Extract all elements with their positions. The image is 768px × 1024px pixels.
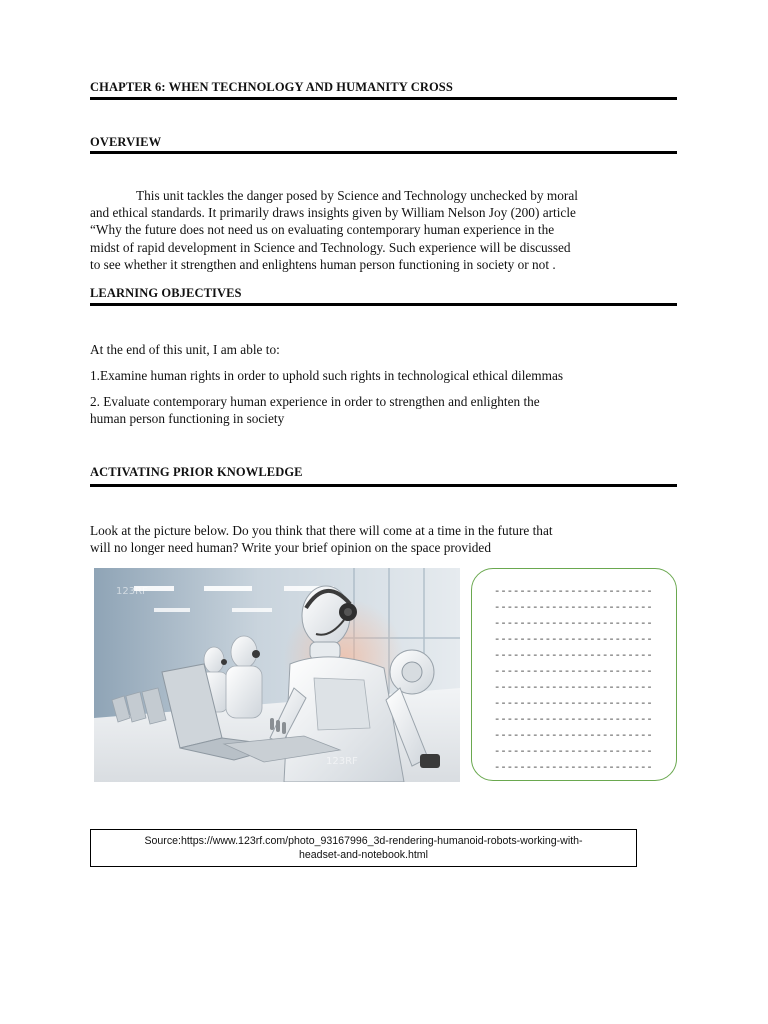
answer-line[interactable]: -------------------------: [494, 682, 653, 694]
overview-line: “Why the future does not need us on evaluating contemporary human experience in the: [90, 222, 555, 238]
answer-line[interactable]: -------------------------: [494, 618, 653, 630]
source-line: Source:https://www.123rf.com/photo_93167996_3d-rendering-humanoid-robots-working-with-: [144, 835, 583, 847]
objective-item-1: 1.Examine human rights in order to uphold such rights in technological ethical dilemmas: [90, 368, 564, 383]
objective-item-2-line: 2. Evaluate contemporary human experience in order to strengthen and enlighten the: [90, 394, 540, 409]
answer-line[interactable]: -------------------------: [494, 602, 653, 614]
overview-rule: [90, 151, 677, 154]
overview-line: and ethical standards. It primarily draws insights given by William Nelson Joy (200) article: [90, 205, 576, 221]
overview-paragraph: [90, 187, 677, 273]
activating-prompt: [90, 522, 677, 556]
answer-line[interactable]: -------------------------: [494, 714, 653, 726]
chapter-title-rule: [90, 97, 677, 100]
overview-line: This unit tackles the danger posed by Science and Technology unchecked by moral: [136, 188, 578, 203]
answer-line[interactable]: -------------------------: [494, 666, 653, 678]
image-watermark: 123RF: [326, 756, 358, 767]
answer-line[interactable]: -------------------------: [494, 730, 653, 742]
image-source-box: [90, 829, 637, 867]
answer-line[interactable]: -------------------------: [494, 746, 653, 758]
objective-item-2-line: human person functioning in society: [90, 411, 285, 427]
answer-line[interactable]: -------------------------: [494, 586, 653, 598]
overview-line: to see whether it strengthen and enlightens human person functioning in society or not .: [90, 256, 556, 272]
answer-line[interactable]: -------------------------: [494, 634, 653, 646]
chapter-title: CHAPTER 6: WHEN TECHNOLOGY AND HUMANITY CROSS: [90, 80, 453, 94]
activating-heading: ACTIVATING PRIOR KNOWLEDGE: [90, 465, 303, 479]
activating-prompt-line: Look at the picture below. Do you think that there will come at a time in the future that: [90, 523, 553, 538]
answer-line[interactable]: -------------------------: [494, 650, 653, 662]
overview-line: midst of rapid development in Science and Technology. Such experience will be discussed: [90, 239, 571, 255]
opinion-answer-box[interactable]: [471, 568, 677, 781]
learning-objectives-rule: [90, 303, 677, 306]
source-line: headset-and-notebook.html: [299, 849, 428, 861]
activating-prompt-line: will no longer need human? Write your brief opinion on the space provided: [90, 540, 491, 556]
overview-heading: OVERVIEW: [90, 135, 162, 149]
activating-rule: [90, 484, 677, 487]
objective-item-2: [90, 393, 677, 427]
objectives-intro: At the end of this unit, I am able to:: [90, 342, 280, 357]
learning-objectives-heading: LEARNING OBJECTIVES: [90, 286, 242, 300]
answer-line[interactable]: -------------------------: [494, 762, 653, 774]
robots-photo: [94, 568, 460, 782]
image-watermark: 123RF: [116, 586, 148, 597]
answer-line[interactable]: -------------------------: [494, 698, 653, 710]
